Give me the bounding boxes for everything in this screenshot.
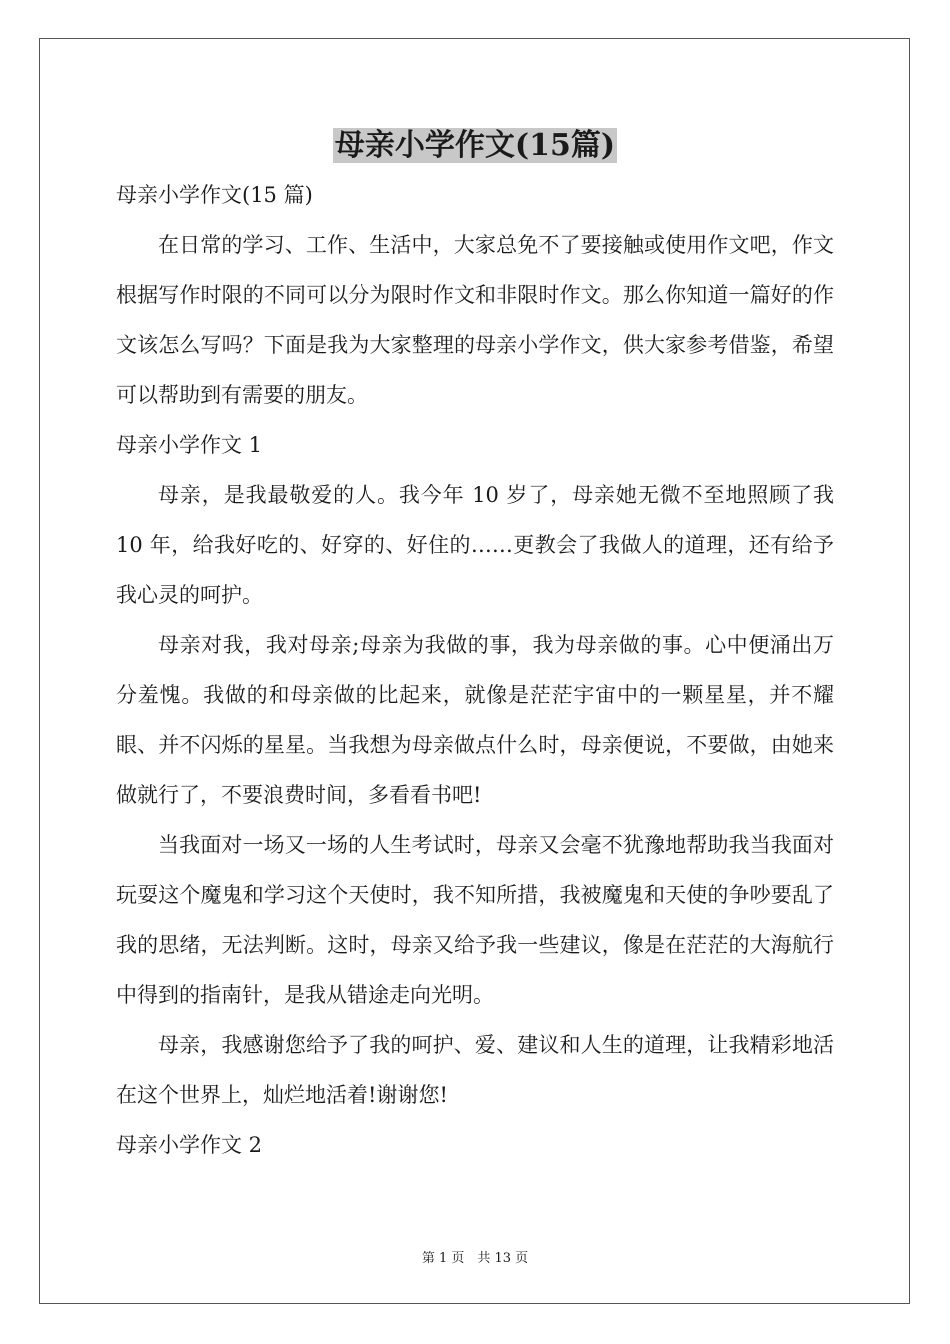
document-body [116, 118, 834, 1170]
paragraph: 当我面对一场又一场的人生考试时，母亲又会毫不犹豫地帮助我当我面对玩耍这个魔鬼和学习这个天使时，我不知所措，我被魔鬼和天使的争吵要乱了我的思绪，无法判断。这时，母亲又给予我一些建议，像是在茫茫的大海航行中得到的指南针，是我从错途走向光明。 [116, 833, 834, 1007]
paragraph: 母亲，是我最敬爱的人。我今年 10 岁了，母亲她无微不至地照顾了我 10 年，给我好吃的、好穿的、好住的……更教会了我做人的道理，还有给予我心灵的呵护。 [116, 483, 834, 607]
page-footer: 第 1 页 共 13 页 [421, 1251, 529, 1266]
section-heading-1: 母亲小学作文 1 [116, 433, 263, 457]
paragraph: 母亲对我，我对母亲;母亲为我做的事，我为母亲做的事。心中便涌出万分羞愧。我做的和母亲做的比起来，就像是茫茫宇宙中的一颗星星，并不耀眼、并不闪烁的星星。当我想为母亲做点什么时，母亲便说，不要做，由她来做就行了，不要浪费时间，多看看书吧! [116, 633, 834, 807]
document-subtitle: 母亲小学作文(15 篇) [116, 183, 313, 207]
paragraph: 母亲，我感谢您给予了我的呵护、爱、建议和人生的道理，让我精彩地活在这个世界上，灿烂地活着!谢谢您! [116, 1033, 834, 1107]
section-1-body [116, 470, 834, 1120]
intro-section [116, 220, 834, 420]
document-title: 母亲小学作文(15篇) [334, 128, 616, 163]
intro-paragraph: 在日常的学习、工作、生活中，大家总免不了要接触或使用作文吧，作文根据写作时限的不同可以分为限时作文和非限时作文。那么你知道一篇好的作文该怎么写吗？下面是我为大家整理的母亲小学作文，供大家参考借鉴，希望可以帮助到有需要的朋友。 [116, 233, 834, 407]
section-heading-2: 母亲小学作文 2 [116, 1133, 263, 1157]
